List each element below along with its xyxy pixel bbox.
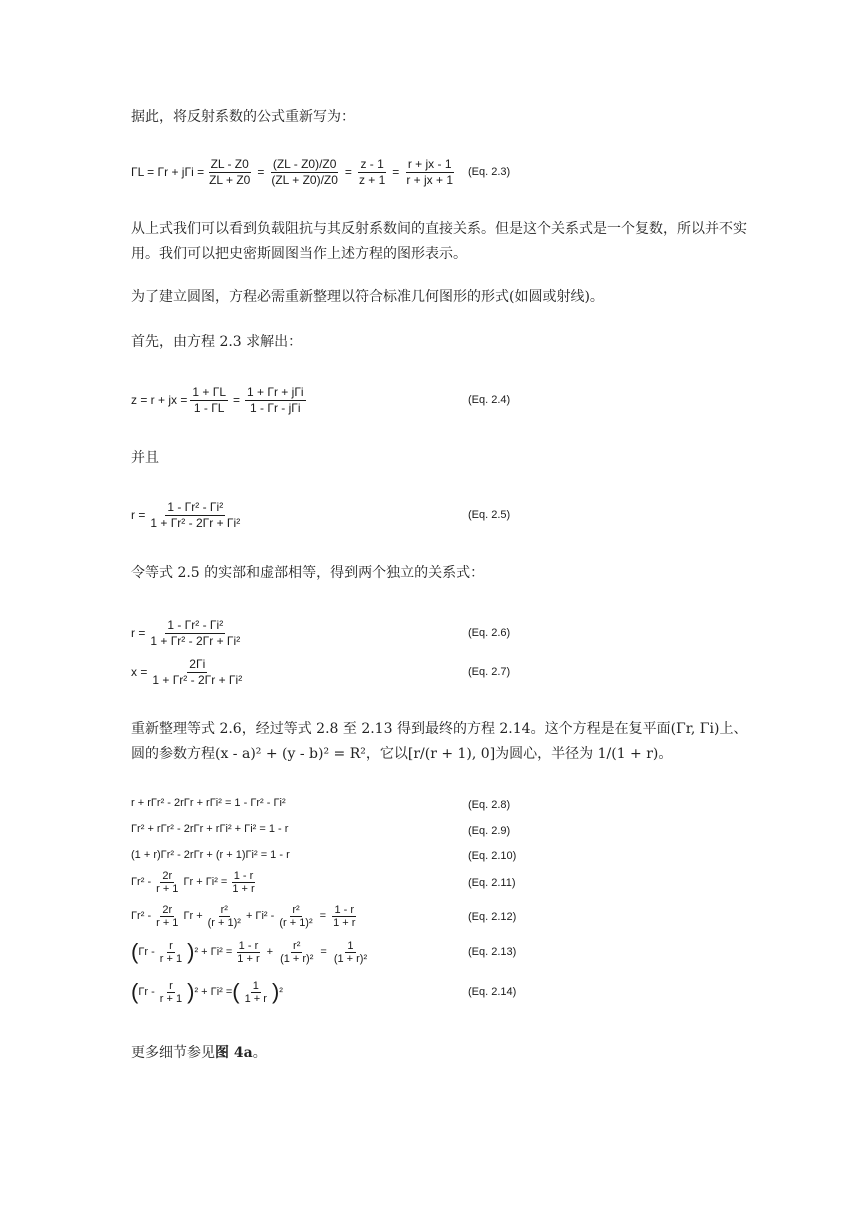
equals-sign: =: [320, 946, 327, 958]
numerator: 2Γi: [189, 656, 206, 671]
eq-lhs: r =: [131, 626, 146, 640]
numerator: r²: [293, 939, 301, 952]
denominator: 1 - ΓL: [193, 400, 225, 415]
numerator: ZL - Z0: [210, 156, 249, 171]
equation-2-11: [131, 866, 260, 898]
equation-2-8: [131, 797, 286, 809]
intro-paragraph: 据此，将反射系数的公式重新写为：: [131, 109, 355, 125]
denominator: 1 - Γr - jΓi: [250, 400, 301, 415]
equation-2-3: ΓL = Γr + jΓi = $\frac{ZL - Z0}{ZL + Z0}$ = $\frac{(ZL - Z0)/Z0}{(ZL + Z0)/Z0}$ = $\frac{z - 1}{z + 1}$ = $\frac{r + jx - 1}{r + jx + 1}$: [131, 156, 453, 187]
eq-text: Γr + Γi² =: [183, 876, 228, 888]
numerator: 1: [252, 979, 259, 992]
eq-text: r + rΓr² - 2rΓr + rΓi² = 1 - Γr² - Γi²: [131, 797, 286, 809]
equation-2-5: [131, 495, 245, 535]
equation-number: (Eq. 2.6): [468, 627, 511, 639]
numerator: r: [169, 979, 173, 992]
denominator: (1 + r)²: [333, 952, 368, 965]
eq-lhs: z = r + jx =: [131, 393, 188, 407]
body-paragraph: 为了建立圆图，方程必需重新整理以符合标准几何图形的形式(如圆或射线)。: [131, 289, 604, 305]
numerator: r²: [220, 903, 228, 916]
denominator: 1 + Γr² - 2Γr + Γi²: [152, 672, 243, 687]
eq-text: ² + Γi² =: [194, 946, 233, 958]
equation-2-9: [131, 823, 288, 835]
numerator: 2r: [162, 869, 173, 882]
numerator: z - 1: [360, 156, 384, 171]
equation-number: (Eq. 2.12): [468, 911, 517, 923]
numerator: 1 + Γr + jΓi: [247, 384, 304, 399]
equation-number: (Eq. 2.13): [468, 946, 517, 958]
numerator: 2r: [162, 903, 173, 916]
equation-number: (Eq. 2.5): [468, 509, 511, 521]
denominator: z + 1: [358, 172, 386, 187]
denominator: 1 + r: [237, 952, 260, 965]
numerator: 1 - Γr² - Γi²: [167, 617, 224, 632]
equation-2-12: [131, 900, 360, 932]
numerator: r + jx - 1: [407, 156, 452, 171]
body-paragraph: 从上式我们可以看到负载阻抗与其反射系数间的直接关系。但是这个关系式是一个复数，所以并不实用。我们可以把史密斯圆图当作上述方程的图形表示。: [131, 221, 747, 262]
denominator: (r + 1)²: [207, 916, 241, 929]
eq-text: + Γi² -: [245, 910, 275, 922]
equation-2-6: [131, 613, 245, 653]
eq-text: Γr² + rΓr² - 2rΓr + rΓi² + Γi² = 1 - r: [131, 823, 289, 835]
eq-text: Γr -: [138, 986, 155, 998]
equation-number: (Eq. 2.9): [468, 825, 511, 837]
numerator: r²: [292, 903, 300, 916]
denominator: (1 + r)²: [280, 952, 314, 965]
eq-lhs: x =: [131, 665, 148, 679]
equals-sign: =: [319, 910, 327, 922]
eq-text: (1 + r)Γr² - 2rΓr + (r + 1)Γi² = 1 - r: [131, 849, 290, 861]
eq-text: Γr -: [138, 946, 155, 958]
denominator: r + 1: [159, 952, 183, 965]
denominator: (ZL + Z0)/Z0: [271, 172, 338, 187]
numerator: 1: [347, 939, 354, 952]
denominator: r + 1: [156, 882, 179, 895]
closing-text: 更多细节参见: [131, 1045, 215, 1061]
eq-text: Γr² -: [131, 910, 152, 922]
equation-number: (Eq. 2.14): [468, 986, 517, 998]
eq-text: Γr² -: [131, 876, 152, 888]
equation-2-10: [131, 849, 290, 861]
equation-number: (Eq. 2.7): [468, 666, 511, 678]
body-paragraph: 重新整理等式 2.6，经过等式 2.8 至 2.13 得到最终的方程 2.14。这个方程是在复平面(Γr, Γi)上、圆的参数方程(x - a)² + (y - b)² = R²，它以[r/(r + 1), 0]为圆心，半径为 1/(1 + r)。: [131, 721, 748, 762]
numerator: 1 - Γr² - Γi²: [167, 499, 224, 514]
eq-text: ²: [279, 986, 283, 998]
numerator: 1 - r: [233, 869, 254, 882]
numerator: 1 - r: [334, 903, 355, 916]
closing-paragraph: [131, 1041, 751, 1066]
eq-lhs: ΓL = Γr + jΓi =: [131, 165, 205, 179]
plus-sign: +: [266, 946, 274, 958]
equation-number: (Eq. 2.11): [468, 877, 516, 889]
denominator: r + jx + 1: [406, 172, 453, 187]
equation-number: (Eq. 2.8): [468, 799, 511, 811]
equation-2-7: [131, 652, 247, 692]
denominator: r + 1: [159, 992, 183, 1005]
figure-reference: 图 4a: [215, 1045, 253, 1061]
equation-number: (Eq. 2.4): [468, 394, 511, 406]
equation-number: (Eq. 2.10): [468, 850, 517, 862]
equation-2-4: z = r + jx = $\frac{1 + \Gamma L}{1 - \Gamma L}$ = $\frac{\text{1 + Γr + jΓi}}{\text{1 - Γr - jΓi}}$: [131, 384, 304, 415]
numerator: (ZL - Z0)/Z0: [272, 156, 337, 171]
denominator: r + 1: [156, 916, 179, 929]
eq-text: Γr +: [183, 910, 203, 922]
equation-2-14: ( Γr - $\frac{r}{r + 1}$ ) ² + Γi² = ( $\frac{1}{1 + r}$ ) ²: [131, 979, 283, 1005]
denominator: 1 + Γr² - 2Γr + Γi²: [150, 633, 241, 648]
eq-lhs: r =: [131, 508, 146, 522]
equation-number: (Eq. 2.3): [468, 166, 511, 178]
numerator: 1 - r: [238, 939, 259, 952]
numerator: r: [169, 939, 173, 952]
denominator: 1 + r: [232, 882, 255, 895]
eq-text: ² + Γi² =: [194, 986, 233, 998]
body-paragraph: 令等式 2.5 的实部和虚部相等，得到两个独立的关系式：: [131, 565, 485, 581]
denominator: 1 + Γr² - 2Γr + Γi²: [150, 515, 241, 530]
denominator: ZL + Z0: [209, 172, 251, 187]
denominator: (r + 1)²: [279, 916, 313, 929]
denominator: 1 + r: [333, 916, 356, 929]
body-paragraph: 首先，由方程 2.3 求解出：: [131, 334, 303, 350]
body-paragraph: 并且: [131, 450, 159, 466]
equation-2-13: ( Γr - $\frac{r}{r + 1}$ ) ² + Γi² = $\frac{1 - r}{1 + r}$ + $\frac{\text{r²}}{\text{(1 + r)²}}$ = $\frac{1}{\text{(1 + r)²}}$: [131, 939, 368, 965]
closing-punct: 。: [252, 1045, 267, 1061]
denominator: 1 + r: [244, 992, 267, 1005]
numerator: 1 + ΓL: [192, 384, 226, 399]
